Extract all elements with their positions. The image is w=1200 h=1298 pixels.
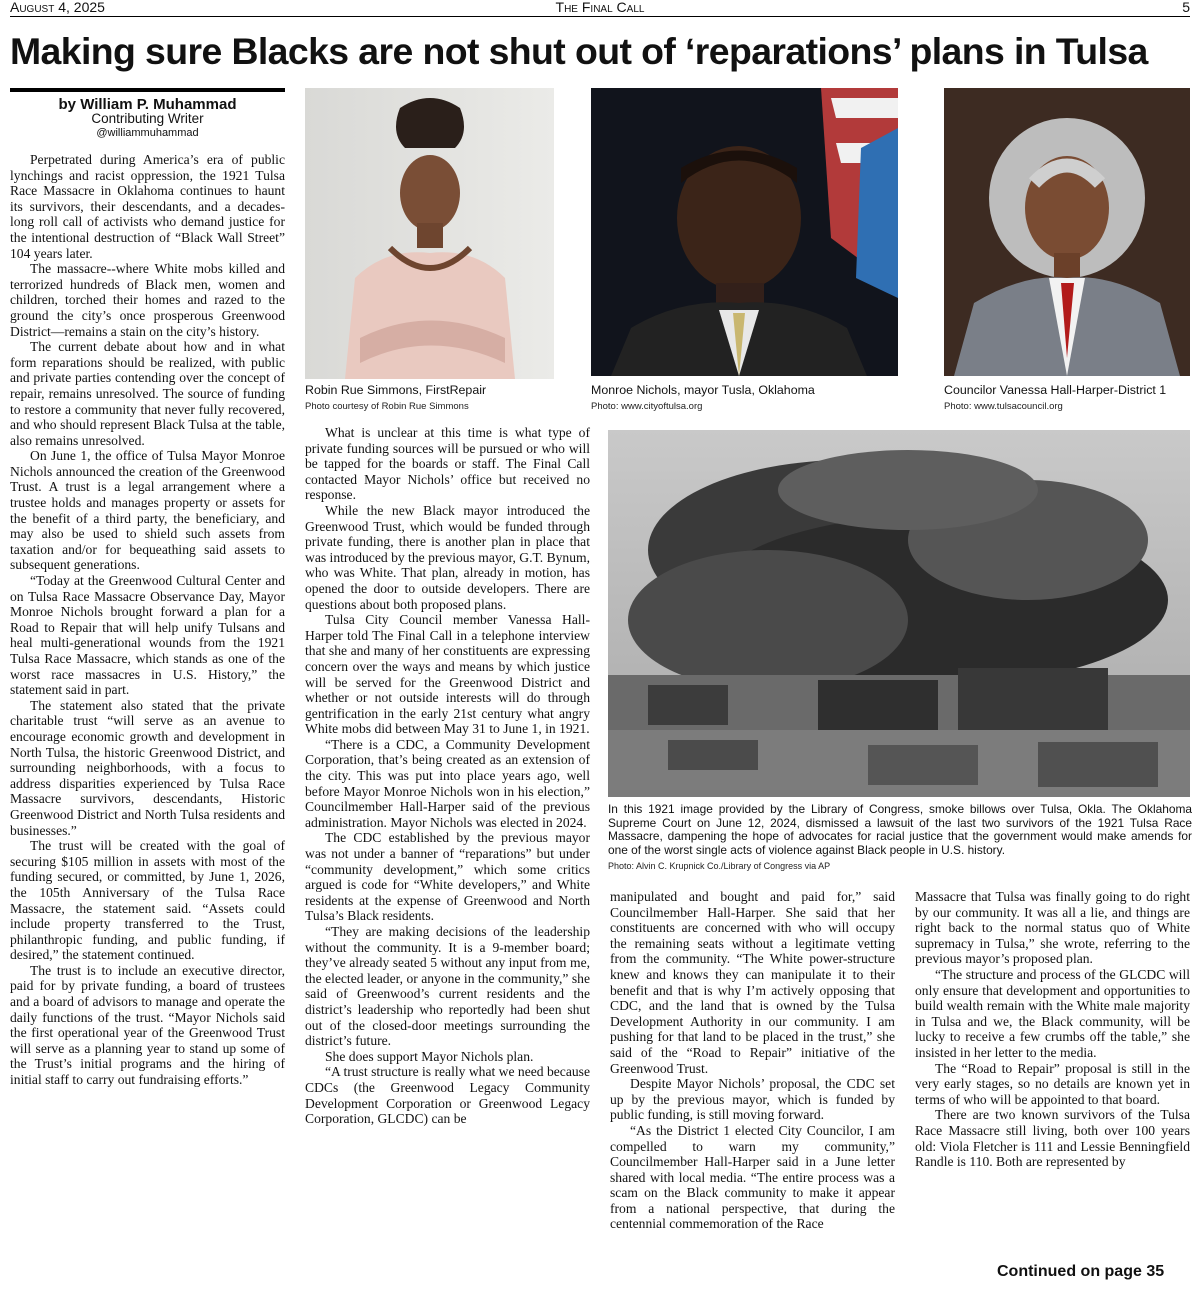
paragraph: There are two known survivors of the Tulsa Race Massacre still living, both over 100 years old: Viola Fletcher is 111 and Lessie Benningfield Randle is 110. Both are represented by (915, 1107, 1190, 1170)
paragraph: While the new Black mayor introduced the Greenwood Trust, which would be funded through private funding, there is another plan in place that was introduced by the previous mayor, G.T. Bynum, who was White. That plan, already in motion, has opened the door to outside developers. There are questions about both proposed plans. (305, 502, 590, 612)
photo-caption: Councilor Vanessa Hall-Harper-District 1 (944, 383, 1167, 397)
photo-robin-rue-simmons (305, 88, 554, 379)
article-column-4 (915, 889, 1190, 1170)
article-column-2 (305, 425, 590, 1127)
portrait-councilor-image (944, 88, 1190, 376)
paragraph: “There is a CDC, a Community Development Corporation, that’s being created as an extension of the city. This was put into place years ago, well before Mayor Monroe Nichols won in his election,” Councilmember Hall-Harper said of the previous administration. Mayor Nichols was elected in 2024. (305, 736, 590, 830)
photo-credit: Photo: www.cityoftulsa.org (591, 401, 703, 412)
historic-smoke-image (608, 430, 1190, 797)
byline (10, 88, 285, 140)
paragraph: The CDC established by the previous mayor was not under a banner of “reparations” but under “community development,” which some critics argued is code for “White developers,” and White residents at the expense of Greenwood and North Tulsa’s Black residents. (305, 830, 590, 924)
paragraph: Tulsa City Council member Vanessa Hall-Harper told The Final Call in a telephone interview that she and many of her constituents are expressing concern over the ways and means by which justice will be served for the Greenwood District and whether or not outside interests will do through gentrification in the early 21st century what angry White mobs did between May 31 to June 1, in 1921. (305, 612, 590, 737)
photo-credit: Photo: www.tulsacouncil.org (944, 401, 1063, 412)
portrait-woman-image (305, 88, 554, 379)
author-handle: @williammuhammad (96, 127, 199, 139)
article-column-1 (10, 152, 285, 1088)
photo-monroe-nichols (591, 88, 898, 376)
page-number: 5 (1182, 0, 1190, 15)
photo-caption: Monroe Nichols, mayor Tusla, Oklahoma (591, 383, 815, 397)
paragraph: manipulated and bought and paid for,” said Councilmember Hall-Harper. She said that her constituents are concerned with who will occupy the remaining seats without a legitimate vetting from the community. “The White power-structure knew and knows they can manipulate it to their benefit and that is why I’m actively opposing that CDC, and the land that is owned by the Tulsa Development Authority in our community. I am pushing for that land to be placed in the trust,” she said of the “Road to Repair” initiative of the Greenwood Trust. (610, 889, 895, 1076)
paragraph: “The structure and process of the GLCDC will only ensure that development and opportunities to build wealth remain with the White male majority in Tulsa and we, the Black community, will be lucky to receive a few crumbs off the table,” she insisted in her letter to the media. (915, 966, 1190, 1060)
continued-notice: Continued on page 35 (997, 1263, 1165, 1280)
paragraph: What is unclear at this time is what type of private funding sources will be pursued or who will be tapped for the boards or staff. The Final Call contacted Mayor Nichols’ office but received no response. (305, 425, 590, 503)
paragraph: The massacre--where White mobs killed and terrorized hundreds of Black men, women and children, torched their homes and razed to the ground the city’s once prosperous Greenwood District—remains a stain on the city’s history. (10, 261, 285, 339)
paragraph: Perpetrated during America’s era of public lynchings and racist oppression, the 1921 Tulsa Race Massacre in Oklahoma continues to haunt its survivors, their descendants, and a decades-long roll call of activists who demand justice for the intentional destruction of “Black Wall Street” 104 years later. (10, 152, 285, 261)
photo-credit: Photo courtesy of Robin Rue Simmons (305, 401, 469, 412)
headline: Making sure Blacks are not shut out of ‘reparations’ plans in Tulsa (10, 30, 1148, 72)
paragraph: The current debate about how and in what form reparations should be realized, with public and private parties contending over the concept of repair, remains unresolved. The source of funding to restore a community that never fully recovered, and who should represent Black Tulsa at the table, also remains unresolved. (10, 339, 285, 448)
paragraph: “As the District 1 elected City Councilor, I am compelled to warn my community,” Councilmember Hall-Harper said in a June letter shared with local media. “The entire process was a scam on the Black community to make it appear from a national perspective, that during the centennial commemoration of the Race (610, 1122, 895, 1232)
paragraph: The “Road to Repair” proposal is still in the very early stages, so no details are known yet in terms of who will be appointed to that board. (915, 1060, 1190, 1107)
photo-caption: Robin Rue Simmons, FirstRepair (305, 383, 487, 397)
paragraph: On June 1, the office of Tulsa Mayor Monroe Nichols announced the creation of the Greenwood Trust. A trust is a legal arrangement where a trustee holds and manages property or assets for the benefit of a third party, the beneficiary, and may also be used to shield such assets from taxation and/or for bequeathing said assets to subsequent generations. (10, 448, 285, 573)
paragraph: The trust is to include an executive director, paid for by private funding, a board of trustees and a board of advisors to manage and operate the daily functions of the trust. “Mayor Nichols said the first operational year of the Greenwood Trust will serve as a planning year to stand up some of the Trust’s initial programs and the hiring of initial staff to carry out fundraising efforts.” (10, 962, 285, 1088)
portrait-mayor-image (591, 88, 898, 376)
issue-date: August 4, 2025 (10, 0, 105, 15)
photo-vanessa-hall-harper (944, 88, 1190, 376)
paragraph: “A trust structure is really what we need because CDCs (the Greenwood Legacy Community Development Corporation or Greenwood Legacy Corporation, GLCDC) can be (305, 1064, 590, 1127)
paragraph: Despite Mayor Nichols’ proposal, the CDC set up by the previous mayor, which is funded by public funding, is still moving forward. (610, 1076, 895, 1123)
paragraph: The statement also stated that the private charitable trust “will serve as an avenue to encourage economic growth and development in North Tulsa, the historic Greenwood District, and surrounding neighborhoods, with a focus to address disparities experienced by Tulsa Race Massacre survivors, descendants, Historic Greenwood District and North Tulsa residents and businesses.” (10, 697, 285, 838)
paragraph: “They are making decisions of the leadership without the community. It is a 9-member board; they’ve already seated 5 without any input from me, the elected leader, or anyone in the community,” she said of Greenwood’s current residents and the district’s leadership who reportedly had been shut out of the closed-door meetings surrounding the district’s future. (305, 924, 590, 1049)
author-role: Contributing Writer (91, 111, 204, 126)
photo-credit: Photo: Alvin C. Krupnick Co./Library of Congress via AP (608, 861, 831, 871)
photo-caption-long: In this 1921 image provided by the Library of Congress, smoke billows over Tulsa, Okla. The Oklahoma Supreme Court on June 12, 2024, dismissed a lawsuit of the last two survivors of the 1921 Tulsa Race Massacre, dampening the hope of advocates for racial justice that the government would make amends for one of the worst single acts of violence against Black people in U.S. history. (608, 802, 1192, 857)
paragraph: The trust will be created with the goal of securing $105 million in assets with most of the funding secured, or committed, by June 1, 2026, the 105th Anniversary of the Tulsa Race Massacre, the statement said. “Assets could include property transferred to the Trust, philanthropic funding, and public funding, if desired,” the statement continued. (10, 838, 285, 963)
paragraph: She does support Mayor Nichols plan. (325, 1048, 534, 1064)
article-column-3 (610, 889, 895, 1232)
paragraph: “Today at the Greenwood Cultural Center and on Tulsa Race Massacre Observance Day, Mayor Monroe Nichols brought forward a plan for a Road to Repair that will help unify Tulsans and heal multi-generational wounds from the 1921 Tulsa Race Massacre, which stands as one of the worst race massacres in U.S. History,” the statement said in part. (10, 573, 285, 698)
running-head (10, 0, 1190, 17)
paper-name: The Final Call (555, 0, 645, 15)
photo-tulsa-1921-smoke (608, 430, 1190, 797)
paragraph: Massacre that Tulsa was finally going to do right by our community. It was all a lie, and things are right back to the normal status quo of White supremacy in Tulsa,” she wrote, referring to the previous mayor’s proposed plan. (915, 889, 1190, 967)
author-name: by William P. Muhammad (58, 96, 237, 113)
